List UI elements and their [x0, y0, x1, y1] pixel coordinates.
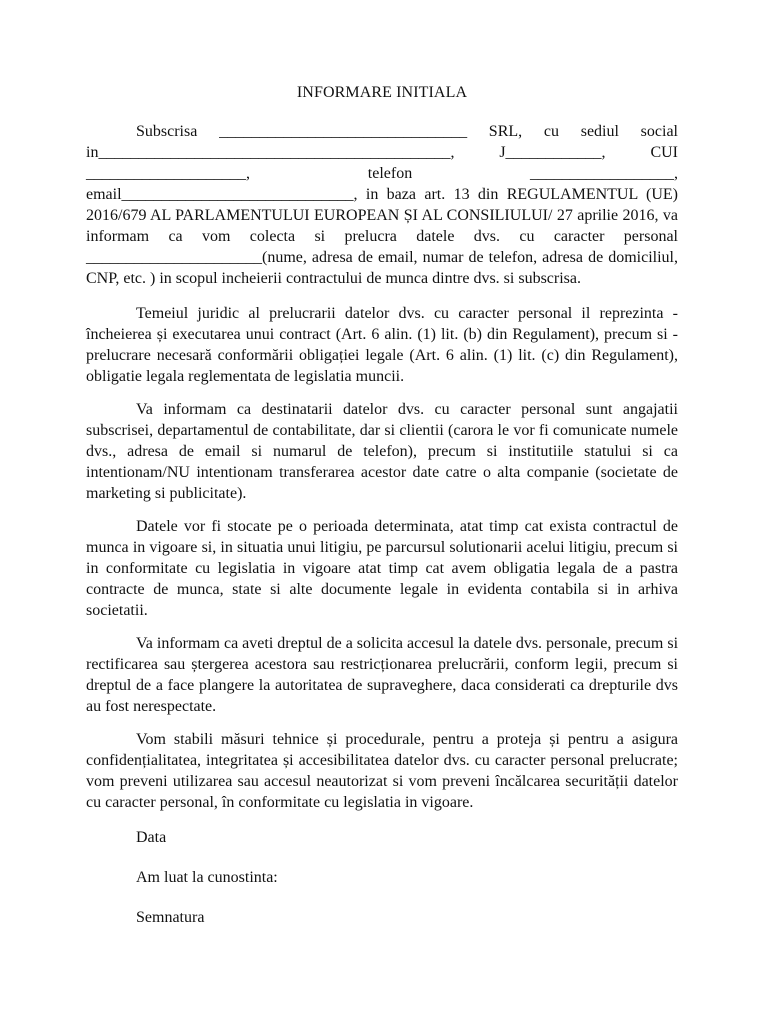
paragraph-storage: Datele vor fi stocate pe o perioada determinata, atat timp cat exista contractul de munca in vigoare si, in situatia unui litigiu, pe parcursul solutionarii acelui litigiu, precum si in conformitate cu legislatia in vigoare atat timp cat avem obligatia legala de a pastra contracte de munca, state si alte documente legale in evidenta contabila si in arhiva societatii.	[86, 518, 678, 619]
document-page	[86, 82, 678, 947]
paragraph-legal-basis: Temeiul juridic al prelucrarii datelor dvs. cu caracter personal il reprezinta - încheierea și executarea unui contract (Art. 6 alin. (1) lit. (b) din Regulament), precum si - prelucrare necesară conformării obligației legale (Art. 6 alin. (1) lit. (c) din Regulament), obligatie legala reglementata de legislatia muncii.	[86, 305, 678, 385]
acknowledged-label: Am luat la cunostinta:	[136, 869, 278, 886]
date-label: Data	[136, 829, 167, 846]
paragraph-security: Vom stabili măsuri tehnice și procedurale, pentru a proteja și pentru a asigura confidențialitatea, integritatea și accesibilitatea datelor dvs. cu caracter personal prelucrate; vom preveni utilizarea sau accesul neautorizat si vom preveni încălcarea securității datelor cu caracter personal, în conformitate cu legislatia in vigoare.	[86, 731, 678, 811]
paragraph-recipients: Va informam ca destinatarii datelor dvs. cu caracter personal sunt angajatii subscrisei, departamentul de contabilitate, dar si clientii (carora le vor fi comunicate numele dvs., adresa de email si numarul de telefon), precum si institutiile statului si ca intentionam/NU intentionam transferarea acestor date catre o alta companie (societate de marketing si publicitate).	[86, 401, 678, 502]
signature-label: Semnatura	[136, 909, 205, 926]
document-title: INFORMARE INITIALA	[296, 84, 468, 101]
paragraph-rights: Va informam ca aveti dreptul de a solicita accesul la datele dvs. personale, precum si rectificarea sau ștergerea acestora sau restricționarea prelucrării, conform legii, precum si dreptul de a face plangere la autoritatea de supraveghere, daca considerati ca drepturile dvs au fost nerespectate.	[86, 635, 679, 715]
paragraph-intro: Subscrisa _______________________________ SRL, cu sediul social in____________________________________________, J____________, CUI ____________________, telefon __________________, email_____________________________, in baza art. 13 din REGULAMENTUL (UE) 2016/679 AL PARLAMENTULUI EUROPEAN ȘI AL CONSILIULUI/ 27 aprilie 2016, va informam ca vom colecta si prelucra datele dvs. cu caracter personal ______________________(nume, adresa de email, numar de telefon, adresa de domiciliul, CNP, etc. ) in scopul incheierii contractului de munca dintre dvs. si subscrisa.	[86, 123, 678, 287]
